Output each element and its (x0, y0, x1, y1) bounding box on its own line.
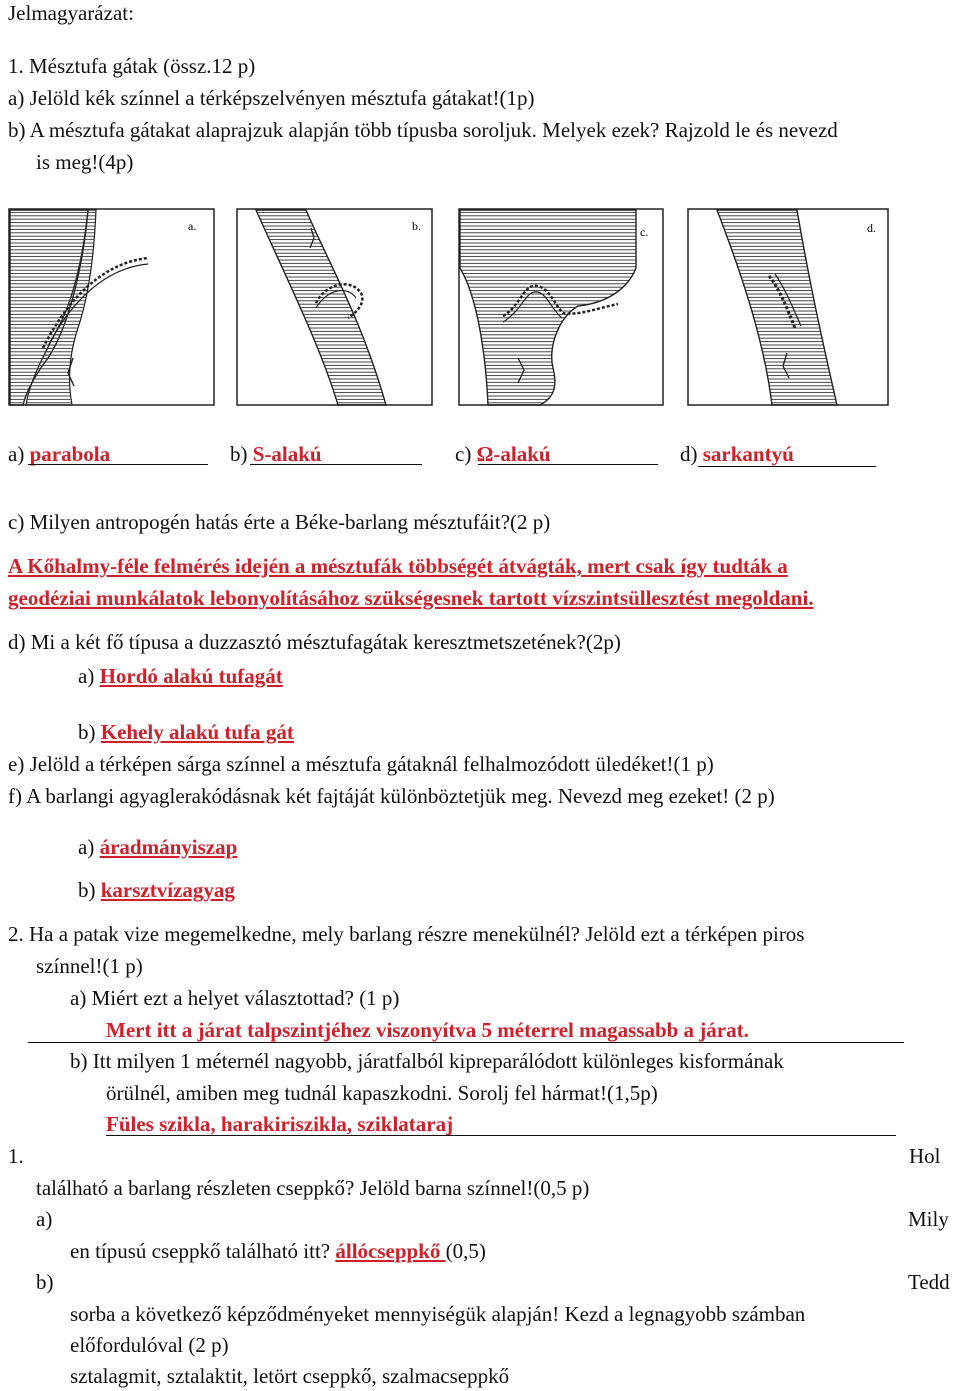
q1-b-line1: b) A mésztufa gátakat alaprajzuk alapján több típusba soroljuk. Melyek ezek? Rajzold le és nevezd (8, 118, 838, 142)
q2-a: a) Miért ezt a helyet választottad? (1 p) (70, 986, 400, 1010)
q3-b-line2: előfordulóval (2 p) (70, 1333, 229, 1357)
q3-a-left: a) (36, 1207, 53, 1231)
figure-letter-b: b. (412, 219, 421, 233)
type-a: a) parabola (8, 442, 111, 466)
figure-omega-shape (458, 208, 664, 408)
q1-f: f) A barlangi agyaglerakódásnak két fajtáját különböztetjük meg. Nevezd meg ezeket! (2 p) (8, 784, 775, 808)
q2-a-answer: Mert itt a járat talpszintjéhez viszonyítva 5 méterrel magassabb a járat. (106, 1018, 749, 1042)
q1-d-a-answer: Hordó alakú tufagát (99, 664, 283, 688)
type-d: d) sarkantyú (680, 442, 794, 466)
q1-f-b: b) karsztvízagyag (78, 878, 235, 902)
q2-b-answer-line (106, 1135, 896, 1136)
q1-d-a: a) Hordó alakú tufagát (78, 664, 283, 688)
type-d-answer: sarkantyú (702, 442, 794, 466)
q1-b-line2: is meg!(4p) (36, 150, 134, 174)
q1-e: e) Jelöld a térképen sárga színnel a mésztufa gátaknál felhalmozódott üledéket!(1 p) (8, 752, 714, 776)
figure-parabola (8, 208, 215, 408)
figure-letter-a: a. (188, 219, 197, 233)
q3-a-line: en típusú cseppkő található itt? állócseppkő (0,5) (70, 1239, 486, 1263)
answer-line-a (28, 464, 208, 465)
type-b-answer: S-alakú (252, 442, 322, 466)
q2-line1: 2. Ha a patak vize megemelkedne, mely barlang részre menekülnél? Jelöld ezt a térképen piros (8, 922, 805, 946)
answer-line-c (478, 464, 658, 465)
type-c-answer: Ω-alakú (476, 442, 551, 466)
q1-c-answer-2: geodéziai munkálatok lebonyolításához szükségesnek tartott vízszintsüllesztést megoldani. (8, 586, 814, 610)
q1-f-a-answer: áradmányiszap (99, 835, 238, 859)
q2-line2: színnel!(1 p) (36, 954, 143, 978)
q1-a: a) Jelöld kék színnel a térképszelvényen mésztufa gátakat!(1p) (8, 86, 535, 110)
figure-letter-c: c. (640, 225, 649, 239)
q3-b-right: Tedd (908, 1270, 950, 1294)
q1-title: 1. Mésztufa gátak (össz.12 p) (8, 54, 256, 78)
q1-d: d) Mi a két fő típusa a duzzasztó mésztufagátak keresztmetszetének?(2p) (8, 630, 621, 654)
q3-a-answer: állócseppkő (335, 1239, 446, 1263)
q2-a-answer-line (28, 1042, 904, 1043)
q2-b-answer: Füles szikla, harakiriszikla, sziklataraj (106, 1112, 454, 1136)
q3-number-right: Hol (909, 1144, 941, 1168)
q2-b-line1: b) Itt milyen 1 méternél nagyobb, járatfalból kipreparálódott különleges kisformának (70, 1049, 784, 1073)
q1-c: c) Milyen antropogén hatás érte a Béke-barlang mésztufáit?(2 p) (8, 510, 551, 534)
q1-d-b-answer: Kehely alakú tufa gát (100, 720, 294, 744)
type-c: c) Ω-alakú (455, 442, 551, 466)
figure-s-shape (236, 208, 433, 408)
q3-number: 1. (8, 1144, 24, 1168)
q3-b-line1: sorba a következő képződményeket mennyiségük alapján! Kezd a legnagyobb számban (70, 1302, 806, 1326)
q1-f-b-answer: karsztvízagyag (100, 878, 235, 902)
q1-d-b: b) Kehely alakú tufa gát (78, 720, 294, 744)
type-a-answer: parabola (29, 442, 111, 466)
heading: Jelmagyarázat: (8, 1, 134, 25)
q3-b-left: b) (36, 1270, 54, 1294)
q3-line1: található a barlang részleten cseppkő? Jelöld barna színnel!(0,5 p) (36, 1176, 590, 1200)
type-b: b) S-alakú (230, 442, 322, 466)
figure-letter-d: d. (867, 221, 876, 235)
q1-c-answer-1: A Kőhalmy-féle felmérés idején a mésztufák többségét átvágták, mert csak így tudták a (8, 554, 788, 578)
q3-a-right: Mily (908, 1207, 949, 1231)
answer-line-d (698, 466, 876, 467)
q3-b-line3: sztalagmit, sztalaktit, letört cseppkő, szalmacseppkő (70, 1364, 510, 1388)
q1-f-a: a) áradmányiszap (78, 835, 238, 859)
figure-spur-shape (687, 208, 889, 408)
q2-b-line2: örülnél, amiben meg tudnál kapaszkodni. Sorolj fel hármat!(1,5p) (106, 1081, 658, 1105)
answer-line-b (250, 464, 422, 465)
